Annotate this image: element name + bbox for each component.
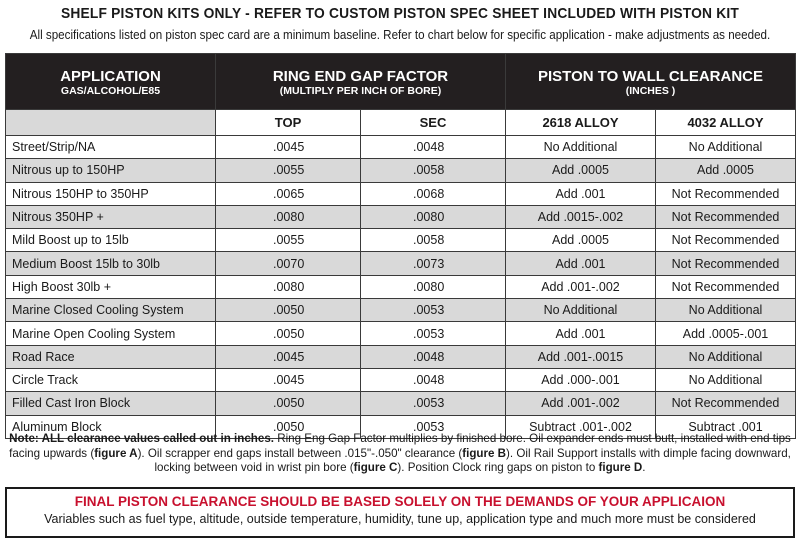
cell-sec: .0080 [361,275,506,298]
cell-sec: .0048 [361,136,506,159]
cell-2618: Add .001 [506,182,656,205]
cell-4032: No Additional [656,345,796,368]
note-text: Ring Eng Gap Factor multiplies by finished bore. Oil expander ends must butt, installed with end tips facing upwards ( [9,432,791,460]
cell-2618: Add .001 [506,252,656,275]
footnote [8,432,792,476]
warning-body: Variables such as fuel type, altitude, outside temperature, humidity, tune up, application type and much more must be considered [44,512,756,526]
cell-4032: No Additional [656,368,796,391]
page-subtitle: All specifications listed on piston spec card are a minimum baseline. Refer to chart below for specific application - make adjustments as needed. [29,28,771,42]
cell-2618: Add .0015-.002 [506,205,656,228]
cell-2618: Add .001-.002 [506,392,656,415]
cell-sec: .0053 [361,415,506,438]
cell-application: Nitrous 350HP + [6,205,216,228]
piston-spec-table [5,53,796,439]
cell-application: Street/Strip/NA [6,136,216,159]
cell-sec: .0058 [361,159,506,182]
cell-sec: .0053 [361,392,506,415]
note-text: ). Oil Rail Support installs with dimple facing downward, locking between void in wrist pin bore ( [154,446,791,474]
table-row [6,368,796,391]
cell-top: .0055 [216,229,361,252]
cell-top: .0080 [216,275,361,298]
cell-4032: Not Recommended [656,392,796,415]
cell-sec: .0068 [361,182,506,205]
figure-b-ref: figure B [462,446,507,460]
cell-application: Marine Open Cooling System [6,322,216,345]
cell-4032: Add .0005 [656,159,796,182]
table-subheader-row [6,110,796,136]
table-row [6,299,796,322]
cell-4032: Not Recommended [656,229,796,252]
cell-2618: Add .0005 [506,229,656,252]
cell-4032: No Additional [656,136,796,159]
cell-2618: No Additional [506,299,656,322]
cell-sec: .0048 [361,368,506,391]
note-lead: Note: ALL clearance values called out in inches. [9,432,274,445]
cell-application: High Boost 30lb + [6,275,216,298]
table-row [6,205,796,228]
table-row [6,345,796,368]
cell-sec: .0058 [361,229,506,252]
table-row [6,252,796,275]
note-text: ). Position Clock ring gaps on piston to [397,461,599,474]
note-text: . [642,461,646,474]
warning-headline: FINAL PISTON CLEARANCE SHOULD BE BASED SOLELY ON THE DEMANDS OF YOUR APPLICAION [74,494,726,509]
cell-sec: .0080 [361,205,506,228]
table-row [6,392,796,415]
page-title: SHELF PISTON KITS ONLY - REFER TO CUSTOM PISTON SPEC SHEET INCLUDED WITH PISTON KIT [60,5,740,22]
cell-4032: Not Recommended [656,275,796,298]
cell-sec: .0053 [361,322,506,345]
cell-application: Aluminum Block [6,415,216,438]
cell-top: .0050 [216,299,361,322]
cell-application: Road Race [6,345,216,368]
cell-top: .0065 [216,182,361,205]
subheader-2618-alloy: 2618 ALLOY [506,110,656,136]
subheader-blank [6,110,216,136]
cell-application: Marine Closed Cooling System [6,299,216,322]
subheader-sec: SEC [361,110,506,136]
cell-top: .0050 [216,322,361,345]
cell-4032: Not Recommended [656,205,796,228]
cell-top: .0070 [216,252,361,275]
cell-4032: Not Recommended [656,182,796,205]
cell-4032: Not Recommended [656,252,796,275]
cell-application: Nitrous 150HP to 350HP [6,182,216,205]
cell-application: Circle Track [6,368,216,391]
cell-application: Filled Cast Iron Block [6,392,216,415]
cell-2618: Add .001-.002 [506,275,656,298]
cell-sec: .0048 [361,345,506,368]
cell-top: .0045 [216,368,361,391]
cell-application: Nitrous up to 150HP [6,159,216,182]
table-row [6,159,796,182]
cell-2618: Add .001 [506,322,656,345]
cell-top: .0045 [216,136,361,159]
cell-2618: Add .001-.0015 [506,345,656,368]
header-clearance: PISTON TO WALL CLEARANCE (INCHES ) [506,54,796,110]
warning-box [5,487,795,538]
table-header-row [6,54,796,110]
cell-top: .0050 [216,392,361,415]
cell-2618: Add .0005 [506,159,656,182]
subheader-4032-alloy: 4032 ALLOY [656,110,796,136]
cell-top: .0045 [216,345,361,368]
cell-top: .0055 [216,159,361,182]
cell-4032: Add .0005-.001 [656,322,796,345]
subheader-top: TOP [216,110,361,136]
header-ring-gap: RING END GAP FACTOR (MULTIPLY PER INCH OF BORE) [216,54,506,110]
cell-2618: Add .000-.001 [506,368,656,391]
cell-4032: Subtract .001 [656,415,796,438]
table-row [6,182,796,205]
table-row [6,275,796,298]
figure-d-ref: figure D [598,461,643,474]
table-row [6,322,796,345]
cell-2618: No Additional [506,136,656,159]
cell-sec: .0073 [361,252,506,275]
cell-application: Mild Boost up to 15lb [6,229,216,252]
figure-a-ref: figure A [94,446,138,460]
figure-c-ref: figure C [353,461,398,474]
cell-2618: Subtract .001-.002 [506,415,656,438]
cell-top: .0050 [216,415,361,438]
cell-4032: No Additional [656,299,796,322]
table-row [6,136,796,159]
table-row [6,229,796,252]
note-text: ). Oil scrapper end gaps install between .015"-.050" clearance ( [137,446,463,460]
cell-sec: .0053 [361,299,506,322]
cell-top: .0080 [216,205,361,228]
cell-application: Medium Boost 15lb to 30lb [6,252,216,275]
header-application: APPLICATION GAS/ALCOHOL/E85 [6,54,216,110]
